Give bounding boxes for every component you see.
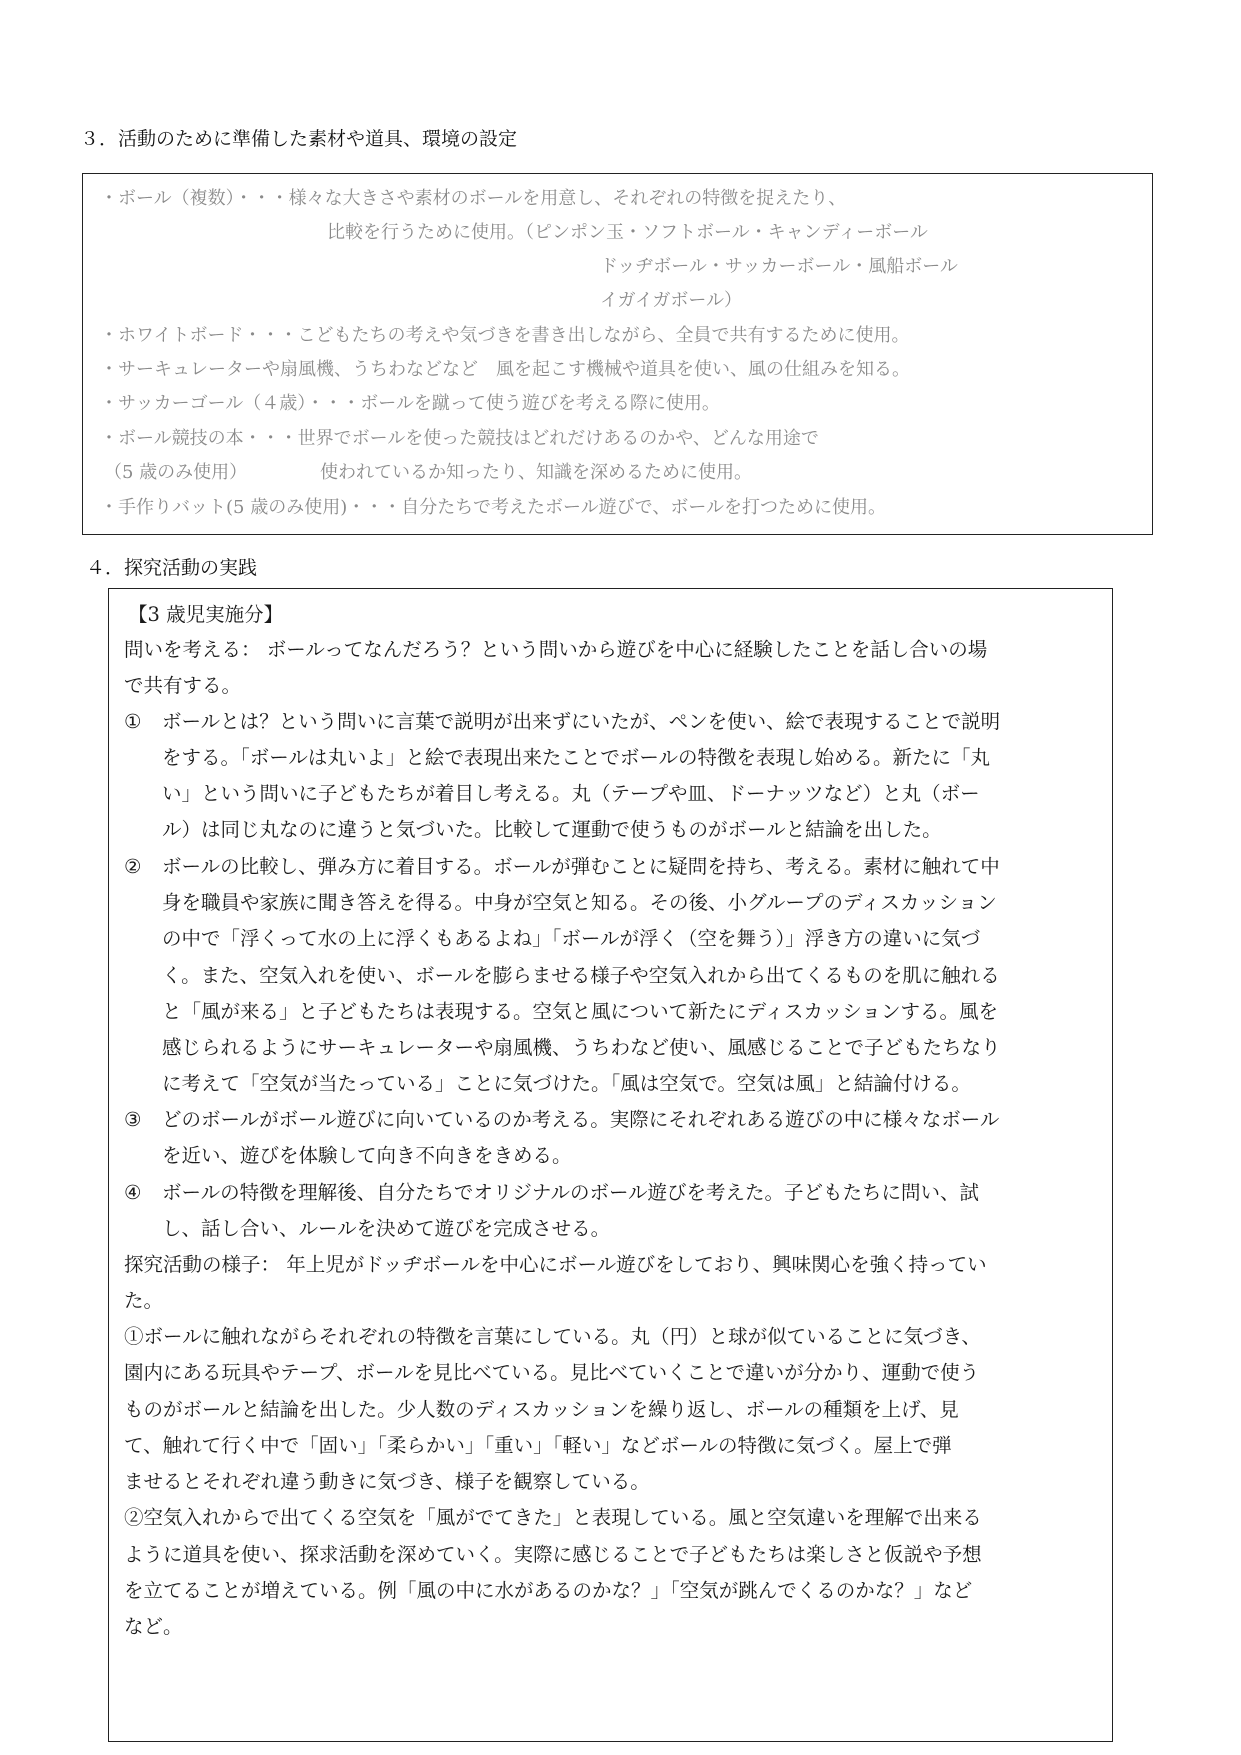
paragraph-line-3: ものがボールと結論を出した。少人数のディスカッションを繰り返し、ボールの種類を上げ、見 <box>124 1398 959 1421</box>
item-1-line-1: ボールとは？という問いに言葉で説明が出来ずにいたが、ペンを使い、絵で表現することで説明 <box>162 710 1001 733</box>
item-1-line-2: をする。「ボールは丸いよ」と絵で表現出来たことでボールの特徴を表現し始める。新たに「丸 <box>162 746 990 769</box>
item-3-number: ③ <box>124 1108 142 1131</box>
item-2-line-4: く。また、空気入れを使い、ボールを膨らませる様子や空気入れから出てくるものを肌に触れる <box>162 964 1000 987</box>
item-1-line-4: ル）は同じ丸なのに違うと気づいた。比較して運動で使うものがボールと結論を出した。 <box>162 818 942 841</box>
materials-line-7: ・サッカーゴール（４歳）・・・ボールを蹴って使う遊びを考える際に使用。 <box>100 393 720 414</box>
activity-line-2: た。 <box>124 1289 164 1312</box>
item-2-line-3: の中で「浮くって水の上に浮くもあるよね」「ボールが浮く（空を舞う）」浮き方の違いに気づ <box>162 927 981 950</box>
question-label: 問いを考える： <box>124 638 261 661</box>
item-3-line-1: どのボールがボール遊びに向いているのか考える。実際にそれぞれある遊びの中に様々なボール <box>162 1108 1000 1131</box>
materials-line-8: ・ボール競技の本・・・世界でボールを使った競技はどれだけあるのかや、どんな用途で <box>100 428 819 449</box>
paragraph-line-2: 園内にある玩具やテープ、ボールを見比べている。見比べていくことで違いが分かり、運動で使う <box>124 1361 980 1384</box>
item-2-number: ② <box>124 855 142 878</box>
materials-line-3: ドッヂボール・サッカーボール・風船ボール <box>600 256 958 277</box>
practice-title: 【3 歳児実施分】 <box>128 603 284 626</box>
paragraph-line-6: ②空気入れからで出てくる空気を「風がでてきた」と表現している。風と空気違いを理解で出来る <box>124 1506 982 1529</box>
item-4-number: ④ <box>124 1181 142 1204</box>
item-1-number: ① <box>124 710 142 733</box>
item-2-line-7: に考えて「空気が当たっている」ことに気づけた。「風は空気で。空気は風」と結論付ける。 <box>162 1072 971 1095</box>
section4-heading: ４．探究活動の実践 <box>86 557 258 579</box>
item-2-line-6: 感じられるようにサーキュレーターや扇風機、うちわなど使い、風感じることで子どもたちなり <box>162 1036 1001 1059</box>
item-4-line-2: し、話し合い、ルールを決めて遊びを完成させる。 <box>162 1217 611 1240</box>
activity-label: 探究活動の様子： <box>124 1253 281 1276</box>
materials-line-2: 比較を行うために使用。（ピンポン玉・ソフトボール・キャンディーボール <box>327 222 928 243</box>
materials-line-9: （5 歳のみ使用） <box>104 462 248 483</box>
item-3-line-2: を近い、遊びを体験して向き不向きをきめる。 <box>162 1144 572 1167</box>
materials-line-6: ・サーキュレーターや扇風機、うちわなどなど 風を起こす機械や道具を使い、風の仕組みを知る。 <box>100 359 910 380</box>
materials-line-10: 使われているか知ったり、知識を深めるために使用。 <box>320 462 752 483</box>
materials-line-4: イガイガボール） <box>600 290 743 311</box>
section3-heading: ３．活動のために準備した素材や道具、環境の設定 <box>80 128 518 150</box>
materials-line-11: ・手作りバット(5 歳のみ使用)・・・自分たちで考えたボール遊びで、ボールを打つために使用。 <box>100 497 886 518</box>
paragraph-line-5: ませるとそれぞれ違う動きに気づき、様子を観察している。 <box>124 1470 650 1493</box>
question-text: ボールってなんだろう？という問いから遊びを中心に経験したことを話し合いの場 <box>260 638 988 661</box>
paragraph-line-1: ①ボールに触れながらそれぞれの特徴を言葉にしている。丸（円）と球が似ていることに気づき、 <box>124 1325 981 1348</box>
paragraph-line-8: を立てることが増えている。例「風の中に水があるのかな？」「空気が跳んでくるのかな？」など <box>124 1579 973 1602</box>
question-line-1 <box>124 640 987 660</box>
materials-line-1: ・ボール（複数）・・・様々な大きさや素材のボールを用意し、それぞれの特徴を捉えたり、 <box>100 188 847 209</box>
paragraph-line-9: など。 <box>124 1615 183 1638</box>
item-4-line-1: ボールの特徴を理解後、自分たちでオリジナルのボール遊びを考えた。子どもたちに問い、試 <box>162 1181 980 1204</box>
activity-text: 年上児がドッヂボールを中心にボール遊びをしており、興味関心を強く持ってい <box>280 1253 987 1276</box>
paragraph-line-4: て、触れて行く中で「固い」「柔らかい」「重い」「軽い」などボールの特徴に気づく。屋上で弾 <box>124 1434 952 1457</box>
item-2-line-2: 身を職員や家族に聞き答えを得る。中身が空気と知る。その後、小グループのディスカッション <box>162 891 997 914</box>
question-line-2: で共有する。 <box>124 674 242 697</box>
item-2-line-1: ボールの比較し、弾み方に着目する。ボールが弾むことに疑問を持ち、考える。素材に触れて中 <box>162 855 1000 878</box>
item-2-line-5: と「風が来る」と子どもたちは表現する。空気と風について新たにディスカッションする。風を <box>162 1000 998 1023</box>
item-1-line-3: い」という問いに子どもたちが着目し考える。丸（テープや皿、ドーナッツなど）と丸（ボー <box>162 782 980 805</box>
materials-line-5: ・ホワイトボード・・・こどもたちの考えや気づきを書き出しながら、全員で共有するために使用。 <box>100 325 910 346</box>
activity-line-1 <box>124 1255 987 1275</box>
paragraph-line-7: ように道具を使い、探求活動を深めていく。実際に感じることで子どもたちは楽しさと仮説や予想 <box>124 1543 982 1566</box>
